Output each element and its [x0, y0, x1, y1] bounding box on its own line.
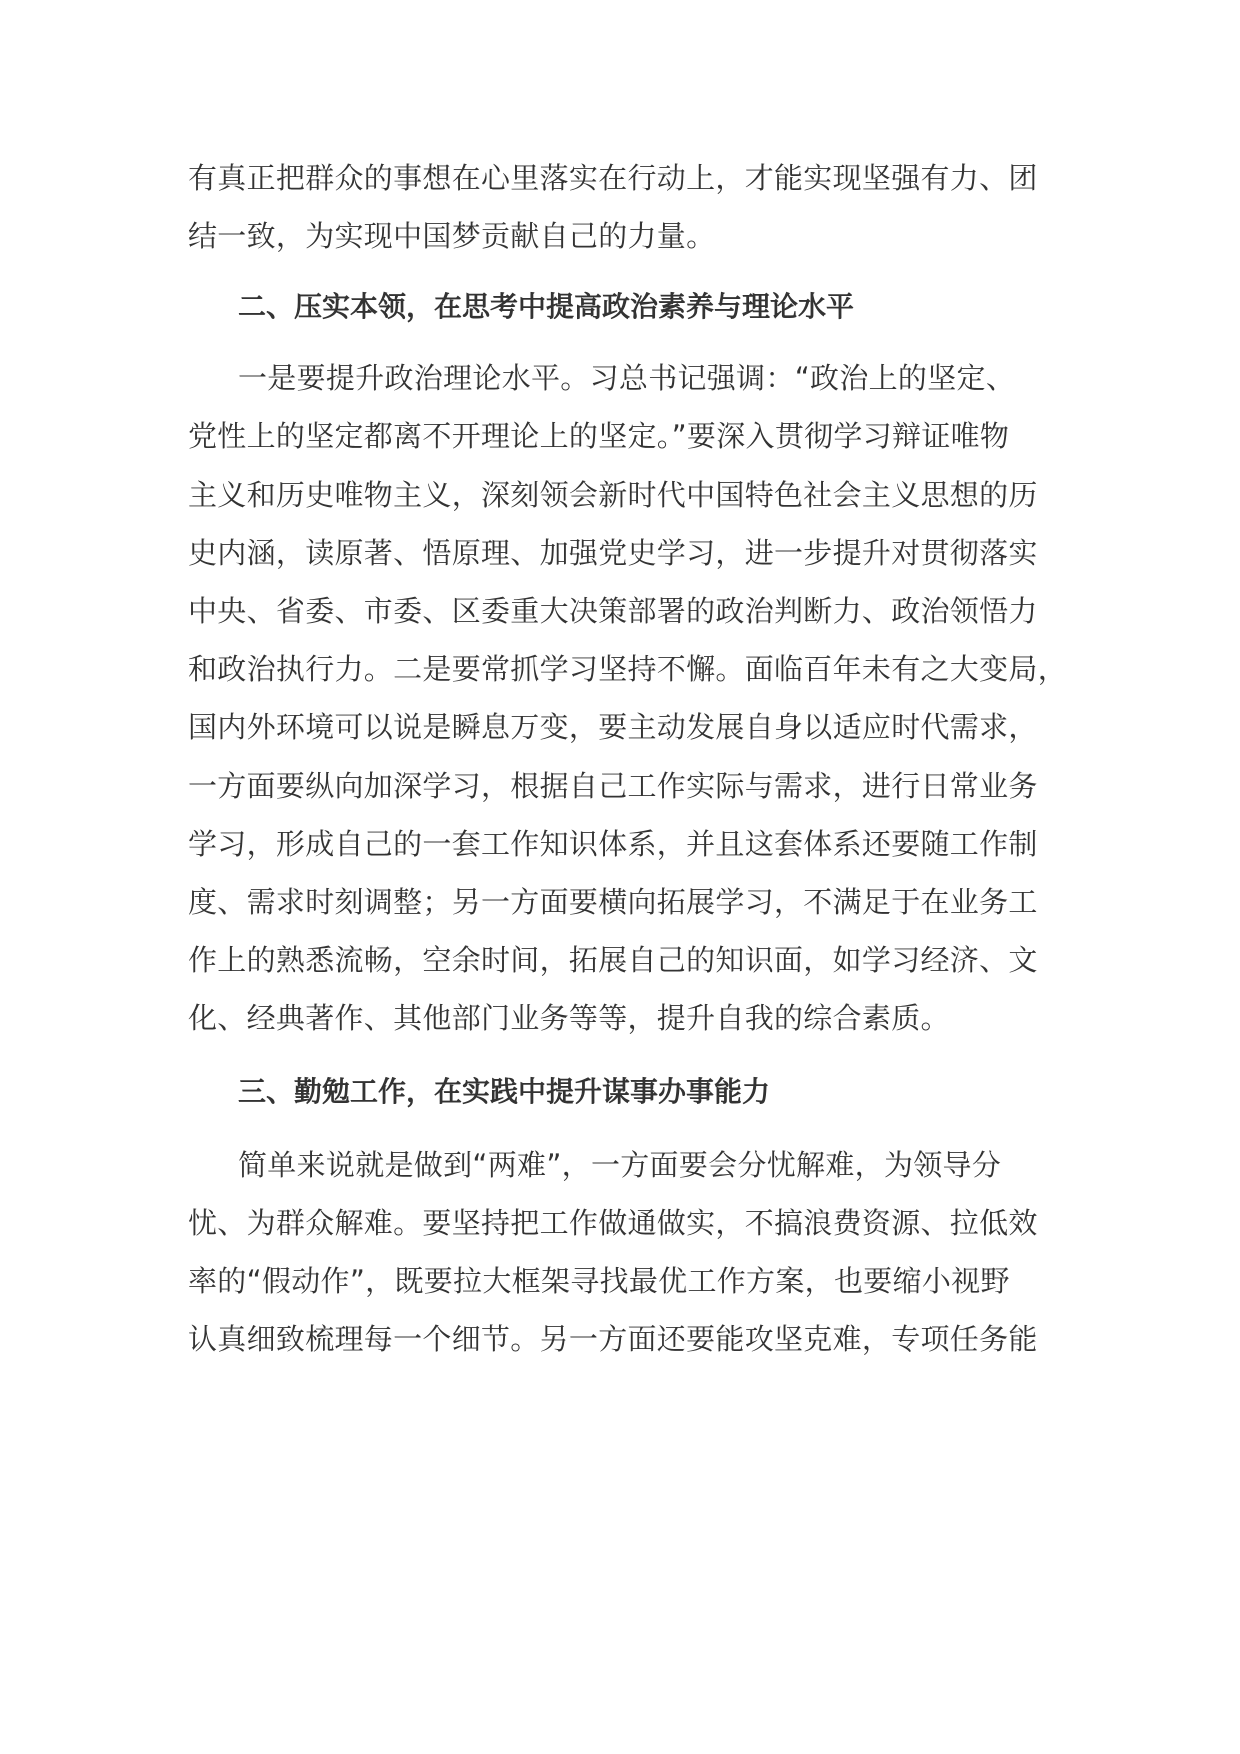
- paragraph-line: 和政治执行力。二是要常抓学习坚持不懈。面临百年未有之大变局，: [188, 652, 1068, 686]
- paragraph-line: 忧、为群众解难。要坚持把工作做通做实，不搞浪费资源、拉低效: [188, 1206, 1038, 1240]
- paragraph-line: 史内涵，读原著、悟原理、加强党史学习，进一步提升对贯彻落实: [188, 536, 1038, 570]
- paragraph-line: 一是要提升政治理论水平。习总书记强调：“政治上的坚定、: [238, 361, 1016, 395]
- paragraph-line: 简单来说就是做到“两难”，一方面要会分忧解难，为领导分: [238, 1148, 1002, 1182]
- paragraph-line: 作上的熟悉流畅，空余时间，拓展自己的知识面，如学习经济、文: [188, 943, 1038, 977]
- paragraph-line: 度、需求时刻调整；另一方面要横向拓展学习，不满足于在业务工: [188, 885, 1038, 919]
- paragraph-line: 有真正把群众的事想在心里落实在行动上，才能实现坚强有力、团: [188, 161, 1038, 195]
- paragraph-line: 结一致，为实现中国梦贡献自己的力量。: [188, 219, 716, 253]
- paragraph-line: 一方面要纵向加深学习，根据自己工作实际与需求，进行日常业务: [188, 769, 1038, 803]
- paragraph-line: 化、经典著作、其他部门业务等等，提升自我的综合素质。: [188, 1001, 950, 1035]
- paragraph-line: 主义和历史唯物主义，深刻领会新时代中国特色社会主义思想的历: [188, 478, 1038, 512]
- paragraph-line: 中央、省委、市委、区委重大决策部署的政治判断力、政治领悟力: [188, 594, 1038, 628]
- section-heading: 三、勤勉工作，在实践中提升谋事办事能力: [238, 1075, 771, 1108]
- section-heading: 二、压实本领，在思考中提高政治素养与理论水平: [238, 290, 855, 323]
- paragraph-line: 率的“假动作”，既要拉大框架寻找最优工作方案，也要缩小视野: [188, 1264, 1010, 1298]
- paragraph-line: 党性上的坚定都离不开理论上的坚定。”要深入贯彻学习辩证唯物: [188, 419, 1010, 453]
- paragraph-line: 国内外环境可以说是瞬息万变，要主动发展自身以适应时代需求，: [188, 710, 1038, 744]
- paragraph-line: 学习，形成自己的一套工作知识体系，并且这套体系还要随工作制: [188, 827, 1038, 861]
- paragraph-line: 认真细致梳理每一个细节。另一方面还要能攻坚克难，专项任务能: [188, 1322, 1038, 1356]
